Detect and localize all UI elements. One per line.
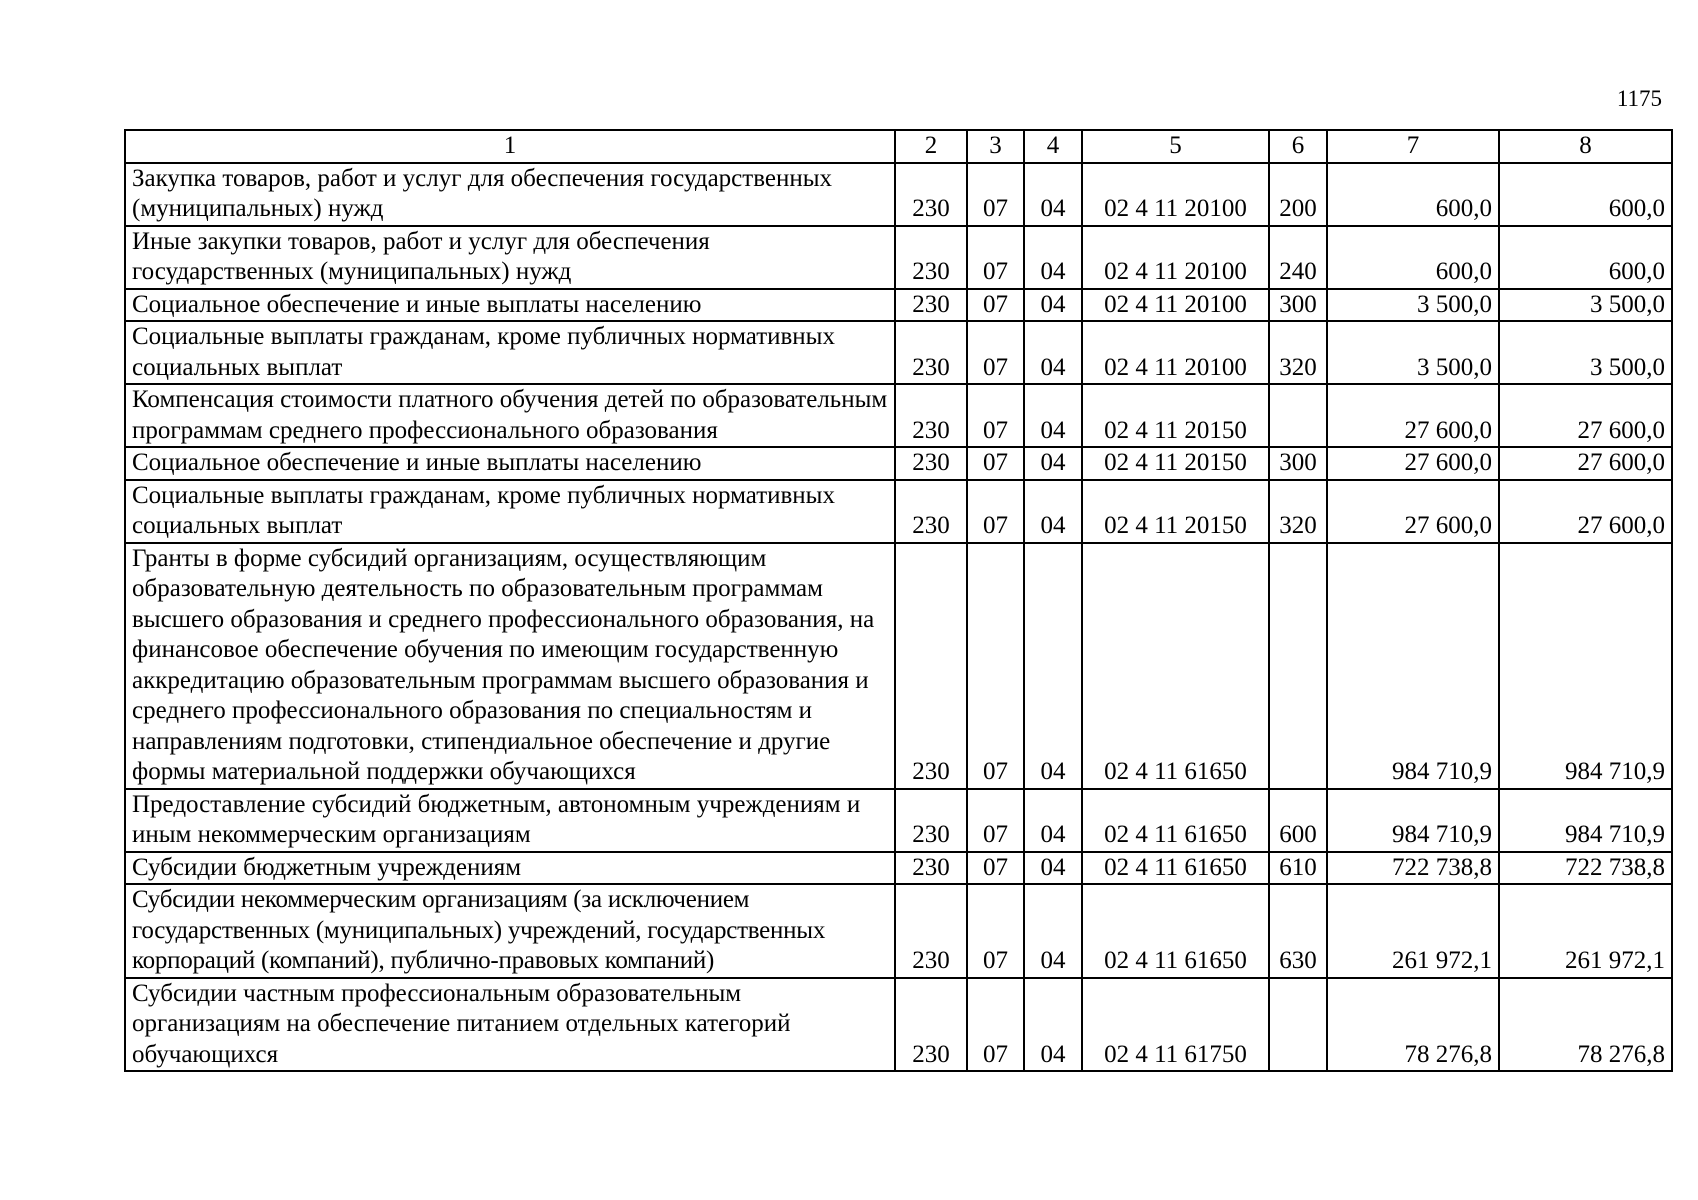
row-name-cell: Субсидии бюджетным учреждениям xyxy=(125,852,895,885)
table-row xyxy=(125,163,1672,226)
target-article-cell: 02 4 11 20100 xyxy=(1082,226,1269,289)
amount-cell: 984 710,9 xyxy=(1327,789,1499,852)
expense-type-cell xyxy=(1269,978,1327,1072)
row-name-cell: Компенсация стоимости платного обучения детей по образовательным программам среднего профессионального образования xyxy=(125,384,895,447)
amount-cell: 984 710,9 xyxy=(1327,543,1499,789)
amount-cell: 3 500,0 xyxy=(1499,321,1672,384)
expense-type-cell: 610 xyxy=(1269,852,1327,885)
amount-cell: 984 710,9 xyxy=(1499,789,1672,852)
row-name-cell: Социальные выплаты гражданам, кроме публичных нормативных социальных выплат xyxy=(125,321,895,384)
subsection-code-cell: 04 xyxy=(1024,789,1082,852)
amount-cell: 600,0 xyxy=(1499,226,1672,289)
expense-type-cell xyxy=(1269,384,1327,447)
amount-cell: 261 972,1 xyxy=(1327,884,1499,978)
budget-table xyxy=(124,129,1673,1072)
target-article-cell: 02 4 11 20100 xyxy=(1082,163,1269,226)
table-row xyxy=(125,789,1672,852)
section-code-cell: 07 xyxy=(967,321,1024,384)
amount-cell: 3 500,0 xyxy=(1499,289,1672,322)
admin-code-cell: 230 xyxy=(895,789,967,852)
expense-type-cell: 600 xyxy=(1269,789,1327,852)
subsection-code-cell: 04 xyxy=(1024,384,1082,447)
row-name-cell: Социальные выплаты гражданам, кроме публичных нормативных социальных выплат xyxy=(125,480,895,543)
target-article-cell: 02 4 11 61750 xyxy=(1082,978,1269,1072)
expense-type-cell: 630 xyxy=(1269,884,1327,978)
table-row xyxy=(125,226,1672,289)
table-row xyxy=(125,289,1672,322)
table-row xyxy=(125,321,1672,384)
row-name-cell: Субсидии частным профессиональным образовательным организациям на обеспечение питанием отдельных категорий обучающихся xyxy=(125,978,895,1072)
section-code-cell: 07 xyxy=(967,289,1024,322)
column-header: 6 xyxy=(1269,130,1327,163)
amount-cell: 600,0 xyxy=(1499,163,1672,226)
admin-code-cell: 230 xyxy=(895,852,967,885)
target-article-cell: 02 4 11 61650 xyxy=(1082,884,1269,978)
expense-type-cell xyxy=(1269,543,1327,789)
admin-code-cell: 230 xyxy=(895,447,967,480)
amount-cell: 984 710,9 xyxy=(1499,543,1672,789)
amount-cell: 722 738,8 xyxy=(1499,852,1672,885)
target-article-cell: 02 4 11 20150 xyxy=(1082,384,1269,447)
amount-cell: 600,0 xyxy=(1327,226,1499,289)
amount-cell: 27 600,0 xyxy=(1499,384,1672,447)
amount-cell: 722 738,8 xyxy=(1327,852,1499,885)
section-code-cell: 07 xyxy=(967,543,1024,789)
row-name-cell: Социальное обеспечение и иные выплаты населению xyxy=(125,447,895,480)
header-row xyxy=(125,130,1672,163)
subsection-code-cell: 04 xyxy=(1024,978,1082,1072)
table-row xyxy=(125,978,1672,1072)
admin-code-cell: 230 xyxy=(895,884,967,978)
column-header: 7 xyxy=(1327,130,1499,163)
column-header: 4 xyxy=(1024,130,1082,163)
column-header: 2 xyxy=(895,130,967,163)
admin-code-cell: 230 xyxy=(895,163,967,226)
row-name-cell: Иные закупки товаров, работ и услуг для обеспечения государственных (муниципальных) нужд xyxy=(125,226,895,289)
subsection-code-cell: 04 xyxy=(1024,852,1082,885)
amount-cell: 78 276,8 xyxy=(1499,978,1672,1072)
subsection-code-cell: 04 xyxy=(1024,226,1082,289)
admin-code-cell: 230 xyxy=(895,978,967,1072)
column-header: 3 xyxy=(967,130,1024,163)
row-name-cell: Социальное обеспечение и иные выплаты населению xyxy=(125,289,895,322)
target-article-cell: 02 4 11 20100 xyxy=(1082,321,1269,384)
table-row xyxy=(125,447,1672,480)
subsection-code-cell: 04 xyxy=(1024,447,1082,480)
amount-cell: 27 600,0 xyxy=(1327,480,1499,543)
admin-code-cell: 230 xyxy=(895,384,967,447)
section-code-cell: 07 xyxy=(967,384,1024,447)
table-row xyxy=(125,884,1672,978)
target-article-cell: 02 4 11 20100 xyxy=(1082,289,1269,322)
subsection-code-cell: 04 xyxy=(1024,480,1082,543)
section-code-cell: 07 xyxy=(967,163,1024,226)
admin-code-cell: 230 xyxy=(895,321,967,384)
table-row xyxy=(125,543,1672,789)
amount-cell: 27 600,0 xyxy=(1327,384,1499,447)
target-article-cell: 02 4 11 20150 xyxy=(1082,480,1269,543)
expense-type-cell: 300 xyxy=(1269,447,1327,480)
table-row xyxy=(125,384,1672,447)
amount-cell: 3 500,0 xyxy=(1327,321,1499,384)
subsection-code-cell: 04 xyxy=(1024,321,1082,384)
table-row xyxy=(125,480,1672,543)
column-header: 1 xyxy=(125,130,895,163)
target-article-cell: 02 4 11 61650 xyxy=(1082,789,1269,852)
column-header: 8 xyxy=(1499,130,1672,163)
expense-type-cell: 240 xyxy=(1269,226,1327,289)
target-article-cell: 02 4 11 20150 xyxy=(1082,447,1269,480)
subsection-code-cell: 04 xyxy=(1024,543,1082,789)
column-header: 5 xyxy=(1082,130,1269,163)
expense-type-cell: 320 xyxy=(1269,321,1327,384)
section-code-cell: 07 xyxy=(967,226,1024,289)
admin-code-cell: 230 xyxy=(895,480,967,543)
amount-cell: 261 972,1 xyxy=(1499,884,1672,978)
subsection-code-cell: 04 xyxy=(1024,289,1082,322)
table-body xyxy=(125,163,1672,1072)
admin-code-cell: 230 xyxy=(895,289,967,322)
admin-code-cell: 230 xyxy=(895,543,967,789)
row-name-cell: Гранты в форме субсидий организациям, осуществляющим образовательную деятельность по образовательным программам высшего образования и среднего профессионального образования, на финансовое обеспечение обучения по имеющим государственную аккредитацию образовательным программам высшего образования и среднего профессионального образования по специальностям и направлениям подготовки, стипендиальное обеспечение и другие формы материальной поддержки обучающихся xyxy=(125,543,895,789)
amount-cell: 3 500,0 xyxy=(1327,289,1499,322)
amount-cell: 27 600,0 xyxy=(1499,480,1672,543)
section-code-cell: 07 xyxy=(967,789,1024,852)
section-code-cell: 07 xyxy=(967,447,1024,480)
subsection-code-cell: 04 xyxy=(1024,884,1082,978)
page-number: 1175 xyxy=(1616,86,1662,111)
section-code-cell: 07 xyxy=(967,480,1024,543)
expense-type-cell: 300 xyxy=(1269,289,1327,322)
section-code-cell: 07 xyxy=(967,852,1024,885)
admin-code-cell: 230 xyxy=(895,226,967,289)
expense-type-cell: 320 xyxy=(1269,480,1327,543)
row-name-cell: Предоставление субсидий бюджетным, автономным учреждениям и иным некоммерческим организациям xyxy=(125,789,895,852)
amount-cell: 27 600,0 xyxy=(1499,447,1672,480)
row-name-cell: Субсидии некоммерческим организациям (за исключением государственных (муниципальных) учреждений, государственных корпораций (компаний), публично-правовых компаний) xyxy=(125,884,895,978)
row-name-cell: Закупка товаров, работ и услуг для обеспечения государственных (муниципальных) нужд xyxy=(125,163,895,226)
target-article-cell: 02 4 11 61650 xyxy=(1082,543,1269,789)
section-code-cell: 07 xyxy=(967,884,1024,978)
target-article-cell: 02 4 11 61650 xyxy=(1082,852,1269,885)
section-code-cell: 07 xyxy=(967,978,1024,1072)
amount-cell: 600,0 xyxy=(1327,163,1499,226)
subsection-code-cell: 04 xyxy=(1024,163,1082,226)
amount-cell: 78 276,8 xyxy=(1327,978,1499,1072)
expense-type-cell: 200 xyxy=(1269,163,1327,226)
amount-cell: 27 600,0 xyxy=(1327,447,1499,480)
table-row xyxy=(125,852,1672,885)
